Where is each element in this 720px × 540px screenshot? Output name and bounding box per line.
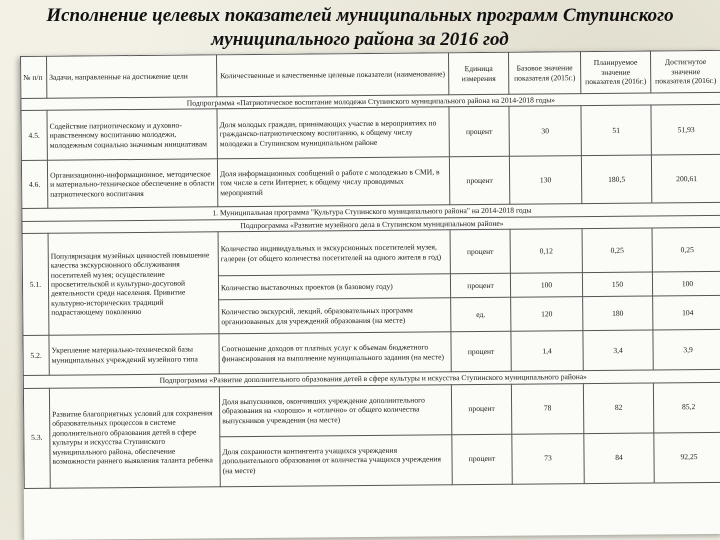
row-planned: 84 — [584, 433, 654, 484]
row-planned: 0,25 — [582, 228, 652, 273]
row-unit: процент — [451, 384, 511, 435]
row-planned: 82 — [583, 383, 653, 434]
subprogram-patriotic: Подпрограмма «Патриотическое воспитание молодежи Ступинского муниципального района на 2014-2018 годы» — [21, 92, 720, 111]
row-achieved: 0,25 — [652, 228, 720, 273]
row-achieved: 3,9 — [653, 330, 720, 371]
subprogram-museum: Подпрограмма «Развитие музейного дела в Ступинском муниципальном районе» — [22, 215, 720, 234]
table-row — [21, 105, 720, 161]
row-achieved: 200,61 — [651, 155, 720, 204]
row-base: 0,12 — [510, 229, 582, 274]
row-unit: ед. — [451, 297, 511, 332]
header-achieved: Достигнутое значение показателя (2016г.) — [650, 50, 720, 93]
row-unit: процент — [449, 157, 509, 206]
row-indicator: Количество экскурсий, лекций, образовательных программ организованных для учреждений образования (на месте) — [219, 298, 451, 334]
row-task: Развитие благоприятных условий для сохранения образовательных процессов в системе дополнительного образования детей в сфере культуры и искусства Ступинского муниципального района, обеспечение возможности раннего выявления таланта ребенка — [49, 386, 220, 487]
table-row — [23, 382, 720, 438]
title-line-1: Исполнение целевых показателей муниципальных программ Ступинского — [46, 5, 674, 26]
row-unit: процент — [450, 229, 510, 274]
header-base: Базовое значение показателя (2015г.) — [508, 52, 580, 95]
header-num: № п/п — [21, 56, 47, 98]
row-task: Популяризация музейных ценностей повышение качества экскурсионного обслуживания посетителей музея; осуществление просветительской и культурно-досуговой деятельности среди населения. Привитие культурно-исторических традиций подрастающему поколению — [48, 232, 219, 335]
row-indicator: Доля молодых граждан, принимающих участие в мероприятиях по гражданско-патриотическому воспитанию, к общему числу молодежи в Ступинском муниципальном районе — [217, 107, 449, 159]
header-row — [21, 50, 720, 98]
row-indicator: Количество выставочных проектов (в базовому году) — [218, 274, 450, 300]
row-achieved: 104 — [653, 296, 720, 331]
program-culture: 1. Муниципальная программа "Культура Ступинского муниципального района" на 2014-2018 годы — [22, 203, 720, 222]
row-achieved: 51,93 — [651, 105, 720, 156]
row-task: Укрепление материально-технической базы муниципальных учреждений музейного типа — [49, 334, 219, 375]
row-unit: процент — [451, 331, 511, 372]
row-planned: 3,4 — [583, 330, 653, 371]
row-indicator: Доля информационных сообщений о работе с молодежью в СМИ, в том числе в сети Интернет, к общему числу проводимых мероприятий — [217, 157, 449, 207]
indicators-table — [20, 50, 720, 489]
row-task: Организационно-информационное, методическое и материально-техническое обеспечение в области патриотического воспитания — [47, 159, 217, 208]
row-base: 73 — [512, 433, 584, 484]
row-unit: процент — [452, 434, 512, 485]
title-line-2: муниципального района за 2016 год — [211, 29, 509, 50]
row-num: 4.6. — [21, 161, 47, 209]
row-num: 5.3. — [23, 388, 50, 488]
table-row — [23, 330, 720, 376]
row-planned: 180,5 — [581, 155, 651, 204]
row-achieved: 100 — [652, 272, 720, 297]
table-row — [22, 228, 720, 278]
row-planned: 150 — [582, 272, 652, 297]
row-indicator: Доля сохранности контингента учащихся учреждения дополнительного образования от количества учащихся учреждения (на месте) — [220, 434, 452, 486]
row-planned: 51 — [581, 105, 651, 156]
header-indicator: Количественные и качественные целевые показатели (наименование) — [216, 53, 448, 97]
row-task: Содействие патриотическому и духовно-нравственному воспитанию молодежи, молодежным социально значимым инициативам — [47, 109, 217, 160]
header-unit: Единица измерения — [448, 52, 508, 95]
header-task: Задачи, направленные на достижение цели — [47, 55, 217, 98]
row-base: 100 — [510, 273, 582, 298]
row-base: 130 — [509, 156, 581, 205]
row-num: 4.5. — [21, 111, 47, 161]
row-achieved: 92,25 — [654, 432, 720, 483]
document-sheet — [20, 50, 720, 540]
header-planned: Планируемое значение показателя (2016г.) — [580, 51, 650, 94]
row-indicator: Количество индивидуальных и экскурсионных посетителей музея, галереи (от общего количества посетителей на одного жителя в год) — [218, 230, 450, 276]
row-indicator: Соотношение доходов от платных услуг к объемам бюджетного финансирования на выполнение муниципального задания (на месте) — [219, 332, 451, 374]
row-num: 5.1. — [22, 233, 49, 335]
page-title — [0, 4, 720, 52]
row-achieved: 85,2 — [653, 382, 720, 433]
subprogram-education: Подпрограмма «Развитие дополнительного образования детей в сфере культуры и искусства Ступинского муниципального района» — [23, 370, 720, 389]
row-unit: процент — [450, 273, 510, 298]
row-indicator: Доля выпускников, окончивших учреждение дополнительного образования на «хорошо» и «отлично» от общего количества выпускников учреждения (на месте) — [219, 384, 451, 436]
row-base: 1,4 — [511, 331, 583, 372]
table-row — [21, 155, 720, 209]
row-base: 78 — [511, 383, 583, 434]
row-base: 30 — [509, 106, 581, 157]
row-base: 120 — [511, 297, 583, 332]
row-num: 5.2. — [23, 335, 49, 375]
row-planned: 180 — [583, 296, 653, 331]
row-unit: процент — [449, 107, 509, 158]
